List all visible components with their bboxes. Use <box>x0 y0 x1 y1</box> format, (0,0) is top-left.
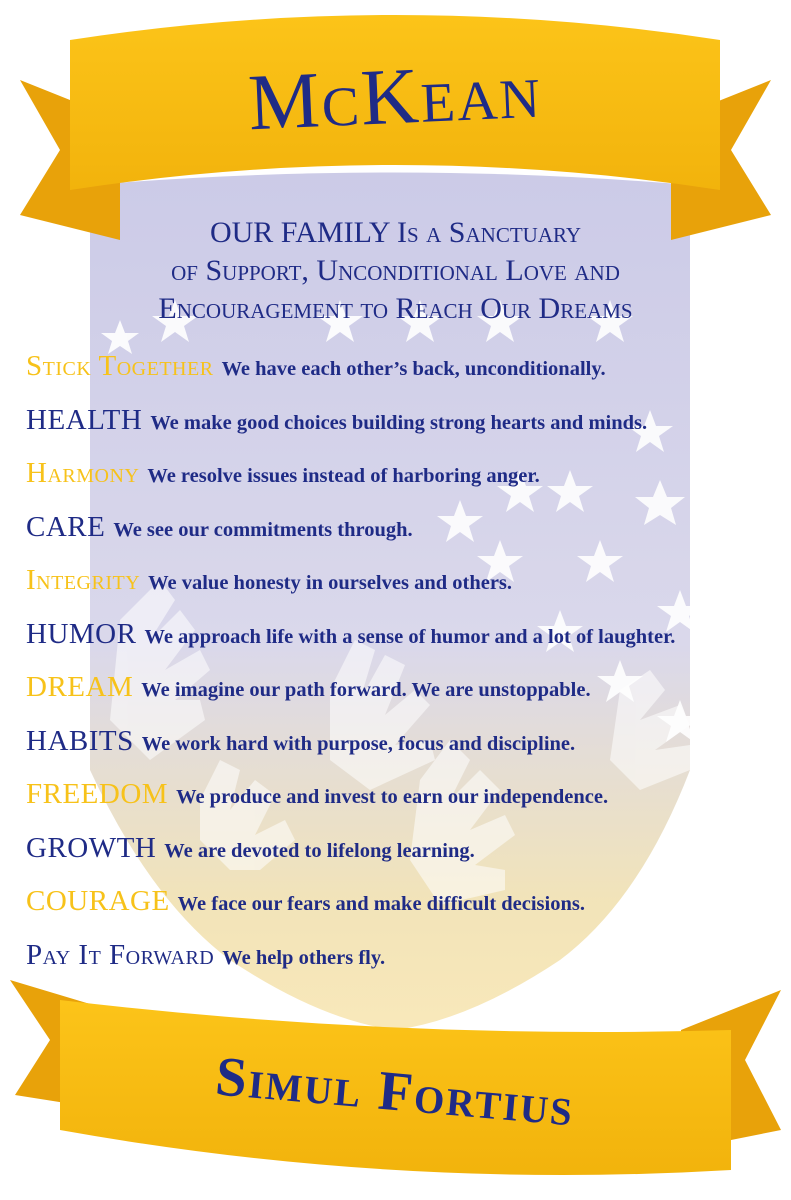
value-description: We are devoted to lifelong learning. <box>164 839 475 862</box>
value-row <box>26 885 786 939</box>
value-description: We make good choices building strong hearts and minds. <box>150 411 648 434</box>
value-name: Pay It Forward <box>26 938 215 971</box>
value-description: We imagine our path forward. We are unstoppable. <box>141 679 591 701</box>
value-name: HUMOR <box>26 617 137 650</box>
value-description: We resolve issues instead of harboring anger. <box>147 465 540 487</box>
value-row <box>26 350 786 404</box>
headline-line-3: Encouragement to Reach Our Dreams <box>158 292 633 325</box>
value-name: DREAM <box>26 671 134 703</box>
value-name: Integrity <box>26 564 141 596</box>
value-description: We approach life with a sense of humor and a lot of laughter. <box>144 625 676 648</box>
value-name: GROWTH <box>26 831 157 864</box>
value-row <box>26 457 786 511</box>
value-description: We help others fly. <box>222 946 386 969</box>
value-description: We see our commitments through. <box>113 518 413 541</box>
value-name: HEALTH <box>26 403 143 436</box>
values-list <box>26 350 786 992</box>
value-name: CARE <box>26 510 106 543</box>
value-row <box>26 404 786 458</box>
value-row <box>26 939 786 993</box>
value-description: We produce and invest to earn our independence. <box>176 786 609 808</box>
value-name: FREEDOM <box>26 778 169 810</box>
value-row <box>26 832 786 886</box>
headline <box>20 214 771 328</box>
value-row <box>26 618 786 672</box>
value-row <box>26 778 786 832</box>
value-name: Stick Together <box>26 350 214 382</box>
banner-title: McKean <box>246 46 544 148</box>
value-row <box>26 511 786 565</box>
value-row <box>26 564 786 618</box>
value-name: COURAGE <box>26 885 170 917</box>
value-row <box>26 725 786 779</box>
value-description: We face our fears and make difficult decisions. <box>177 893 585 915</box>
value-description: We work hard with purpose, focus and discipline. <box>141 732 576 755</box>
value-row <box>26 671 786 725</box>
headline-line-1: OUR FAMILY Is a Sanctuary <box>209 216 582 249</box>
value-name: Harmony <box>26 457 140 489</box>
headline-line-2: of Support, Unconditional Love and <box>171 254 620 287</box>
value-name: HABITS <box>26 724 134 757</box>
value-description: We have each other’s back, unconditionally. <box>221 358 606 380</box>
banner-motto: Simul Fortius <box>213 1045 577 1139</box>
value-description: We value honesty in ourselves and others. <box>148 572 513 594</box>
